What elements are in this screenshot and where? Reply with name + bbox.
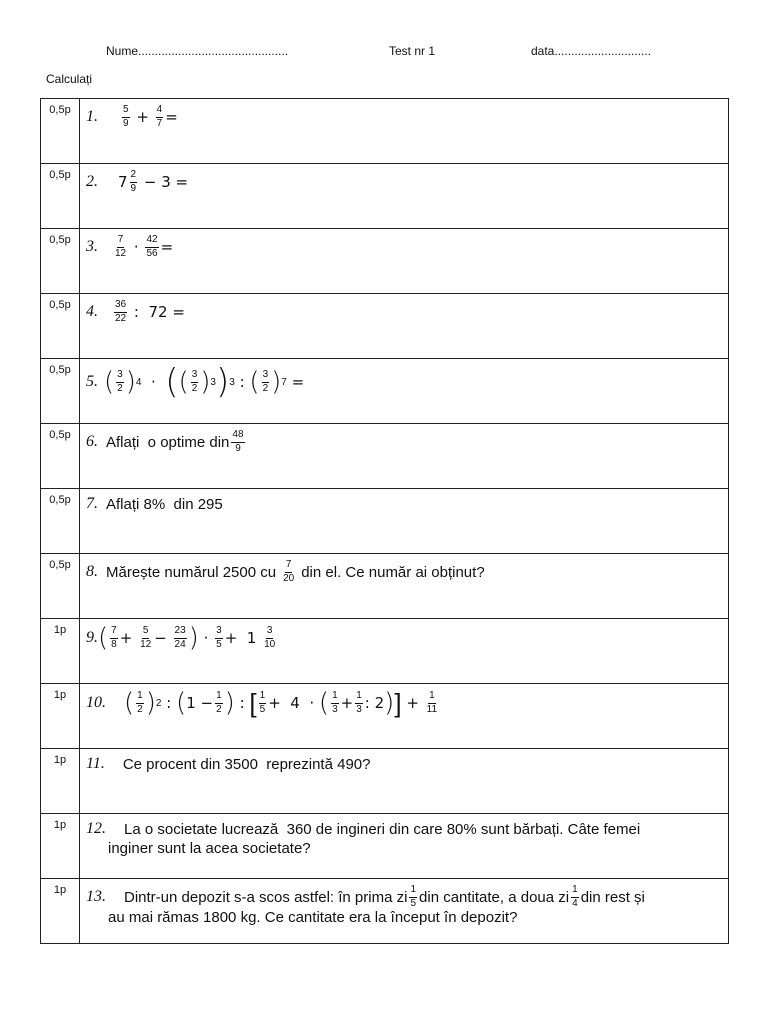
table-row bbox=[41, 489, 729, 554]
problem-text-continued: inginer sunt la acea societate? bbox=[108, 840, 311, 857]
problem-cell: 2. 7 $\frac{2}{9}$ − 3 = bbox=[80, 164, 729, 229]
fraction: $\frac{3}{5}$ bbox=[216, 625, 222, 650]
problem-cell: 10. ( $\frac{1}{2}$ ) 2 : ( 1 − $\frac{1}{2}$ ) : [ $\frac{1}{5}$ + 4 · ( $\frac{1}{3}$ + $\frac{1}{3}$ : 2 ) ] + $\frac{1}{11}$ bbox=[80, 684, 729, 749]
table-row bbox=[41, 619, 729, 684]
problem-cell bbox=[80, 749, 729, 814]
fraction: $\frac{5}{12}$ bbox=[140, 625, 152, 650]
table-row bbox=[41, 814, 729, 879]
problem-number: 4. bbox=[86, 303, 98, 320]
problem-number: 12. bbox=[86, 820, 106, 837]
problem-number: 3. bbox=[86, 238, 98, 255]
table-row bbox=[41, 99, 729, 164]
problem-cell bbox=[80, 814, 729, 879]
table-row bbox=[41, 879, 729, 944]
problem-number: 13. bbox=[86, 888, 106, 905]
problem-text: Ce procent din 3500 reprezintă 490? bbox=[122, 755, 371, 773]
problem-number: 9. bbox=[86, 629, 98, 646]
problem-number: 6. bbox=[86, 433, 98, 450]
points-cell: 0,5p bbox=[41, 489, 80, 554]
fraction: $\frac{23}{24}$ bbox=[174, 625, 186, 650]
fraction: $\frac{42}{56}$ bbox=[146, 234, 158, 259]
fraction: $\frac{1}{5}$ bbox=[410, 884, 417, 909]
table-row bbox=[41, 359, 729, 424]
problem-number: 1. bbox=[86, 108, 98, 125]
problem-text: din rest și bbox=[580, 888, 645, 906]
points-cell: 0,5p bbox=[41, 99, 80, 164]
fraction: $\frac{48}{9}$ bbox=[232, 429, 244, 454]
problem-number: 7. bbox=[86, 495, 98, 512]
fraction: $\frac{1}{3}$ bbox=[356, 690, 362, 715]
points-cell: 1p bbox=[41, 619, 80, 684]
points-cell: 0,5p bbox=[41, 229, 80, 294]
fraction: $\frac{1}{2}$ bbox=[137, 690, 143, 715]
problem-text-continued: au mai rămas 1800 kg. Ce cantitate era la început în depozit? bbox=[108, 909, 518, 926]
fraction: $\frac{1}{5}$ bbox=[259, 690, 266, 715]
test-number: Test nr 1 bbox=[389, 44, 436, 58]
problem-number: 5. bbox=[86, 373, 98, 390]
points-cell: 1p bbox=[41, 684, 80, 749]
problem-cell bbox=[80, 489, 729, 554]
problem-number: 10. bbox=[86, 694, 106, 711]
fraction: $\frac{1}{2}$ bbox=[216, 690, 222, 715]
fraction: $\frac{3}{10}$ bbox=[264, 625, 276, 650]
problem-number: 2. bbox=[86, 173, 98, 190]
fraction: $\frac{3}{2}$ bbox=[117, 369, 123, 394]
points-cell: 0,5p bbox=[41, 554, 80, 619]
fraction: $\frac{3}{2}$ bbox=[262, 369, 269, 394]
points-cell: 1p bbox=[41, 814, 80, 879]
problem-cell: 4. $\frac{36}{22}$ : 72 = bbox=[80, 294, 729, 359]
problem-text: din cantitate, a doua zi bbox=[419, 888, 570, 906]
table-row bbox=[41, 684, 729, 749]
points-cell: 1p bbox=[41, 749, 80, 814]
fraction: $\frac{7}{8}$ bbox=[111, 625, 117, 650]
fraction: $\frac{7}{12}$ bbox=[115, 234, 127, 259]
date-field-label: data............................. bbox=[531, 44, 652, 58]
fraction: $\frac{1}{3}$ bbox=[332, 690, 338, 715]
fraction: $\frac{1}{11}$ bbox=[426, 690, 438, 715]
problems-table bbox=[40, 98, 729, 944]
points-cell: 0,5p bbox=[41, 359, 80, 424]
problem-number: 11. bbox=[86, 755, 105, 772]
problem-cell bbox=[80, 554, 729, 619]
problem-text: La o societate lucrează 360 de ingineri din care 80% sunt bărbați. Câte femei bbox=[124, 820, 641, 838]
problem-text: din el. Ce număr ai obținut? bbox=[301, 563, 485, 581]
fraction: $\frac{1}{4}$ bbox=[572, 884, 578, 909]
points-cell: 0,5p bbox=[41, 294, 80, 359]
table-row bbox=[41, 294, 729, 359]
problem-text: Aflați 8% din 295 bbox=[106, 495, 223, 513]
problem-cell: 5. ( $\frac{3}{2}$ ) 4 · ( ( $\frac{3}{2}$ ) 3 ) 3 : ( $\frac{3}{2}$ ) 7 = bbox=[80, 359, 729, 424]
problem-number: 8. bbox=[86, 563, 98, 580]
table-row bbox=[41, 229, 729, 294]
fraction: $\frac{36}{22}$ bbox=[115, 299, 127, 324]
fraction: $\frac{7}{20}$ bbox=[283, 559, 295, 584]
table-row bbox=[41, 424, 729, 489]
problem-text: Mărește numărul 2500 cu bbox=[106, 563, 277, 581]
instruction: Calculați bbox=[46, 72, 93, 86]
name-field-label: Nume............................................. bbox=[106, 44, 289, 58]
problem-cell: 9. ( $\frac{7}{8}$ + $\frac{5}{12}$ − $\frac{23}{24}$ ) · $\frac{3}{5}$ + 1 $\frac{3}{10}$ bbox=[80, 619, 729, 684]
table-row bbox=[41, 554, 729, 619]
problem-text: Dintr-un depozit s-a scos astfel: în prima zi bbox=[124, 888, 408, 906]
fraction: $\frac{3}{2}$ bbox=[191, 369, 198, 394]
problem-cell bbox=[80, 879, 729, 944]
table-row bbox=[41, 164, 729, 229]
points-cell: 1p bbox=[41, 879, 80, 944]
points-cell: 0,5p bbox=[41, 164, 80, 229]
problem-cell bbox=[80, 424, 729, 489]
problem-cell: 3. $\frac{7}{12}$ · $\frac{42}{56}$ = bbox=[80, 229, 729, 294]
table-row bbox=[41, 749, 729, 814]
fraction: $\frac{4}{7}$ bbox=[156, 104, 163, 129]
problem-text: Aflați o optime din bbox=[106, 433, 230, 451]
problem-cell: 1. $\frac{5}{9}$ + $\frac{4}{7}$ = bbox=[80, 99, 729, 164]
points-cell: 0,5p bbox=[41, 424, 80, 489]
fraction: $\frac{2}{9}$ bbox=[130, 169, 137, 194]
fraction: $\frac{5}{9}$ bbox=[123, 104, 129, 129]
